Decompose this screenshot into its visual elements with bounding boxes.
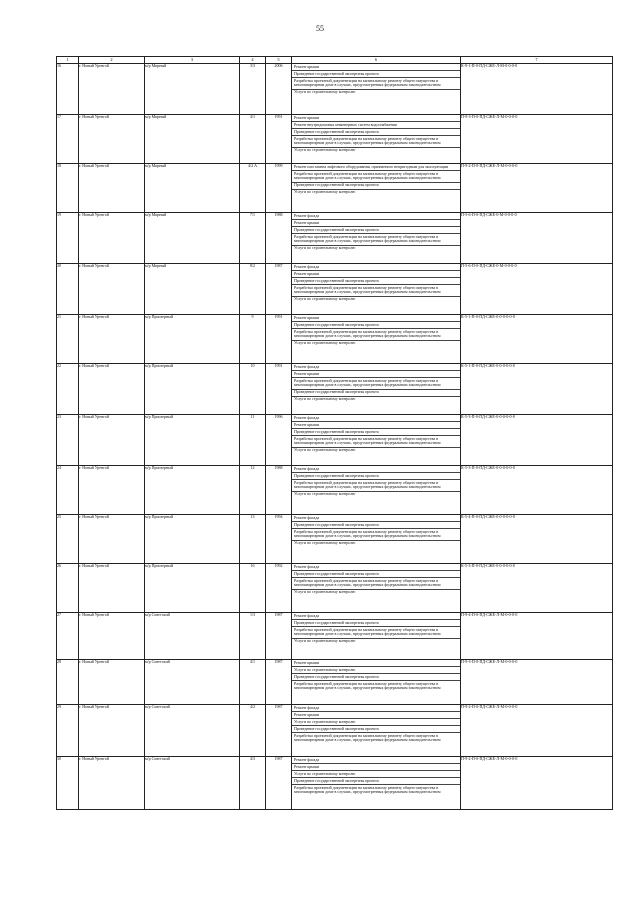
city-cell: г. Новый Уренгой [79,564,145,613]
works-cell [292,315,461,364]
works-cell [292,364,461,415]
work-item: Ремонт крыши [292,315,460,322]
district-cell: м/р Мирный [145,64,240,115]
table-row [57,364,613,415]
works-cell [292,64,461,115]
row-number: 24 [57,466,79,515]
work-item: Разработка проектной документации на капитальному ремонту общего имущества в многоквартирном доме в случаях, предусмотренных федеральным законодательством [292,78,460,90]
work-item: Ремонт фасада [292,415,460,422]
table-row [57,164,613,213]
building-code-cell: К-5-4-П-0-ПД-СЖЕ-0-0-0-0-0-0 [461,515,613,564]
building-code-cell: П-9-2-П-0-ПД-СЖЕ-Л-М-0-0-0-0 [461,164,613,213]
year-cell: 1994 [266,515,292,564]
work-item: Услуги по строительному контролю [294,340,356,346]
building-code-cell: П-9-3-П-0-ПД-СЖЕ-Л-М-0-0-0-0 [461,115,613,164]
work-item: Услуги по строительному контролю [294,245,356,251]
year-cell: 1988 [266,213,292,264]
work-item: Ремонт крыши [292,660,460,667]
row-number: 26 [57,564,79,613]
work-item: Услуги по строительному контролю [294,638,356,644]
work-item: Разработка проектной документации на капитальному ремонту общего имущества в многоквартирном доме в случаях, предусмотренных федеральным законодательством [292,529,460,541]
work-item: Проведение государственной экспертизы проекта [292,227,460,234]
work-item: Разработка проектной документации на капитальному ремонту общего имущества в многоквартирном доме в случаях, предусмотренных федеральным законодательством [292,285,460,297]
works-cell [292,705,461,757]
house-number-cell: 4/2 [240,705,266,757]
year-cell: 1991 [266,364,292,415]
works-cell [292,564,461,613]
district-cell: м/р Приозерный [145,364,240,415]
work-item: Услуги по строительному контролю [294,589,356,595]
table-row [57,315,613,364]
works-cell [292,660,461,705]
work-item: Разработка проектной документации на капитальному ремонту общего имущества в многоквартирном доме в случаях, предусмотренных федеральным законодательством [292,578,460,590]
work-item: Услуги по строительному контролю [294,447,356,453]
work-item: Ремонт крыши [292,422,460,429]
work-item: Разработка проектной документации на капитальному ремонту общего имущества в многоквартирном доме в случаях, предусмотренных федеральным законодательством [294,732,441,743]
district-cell: м/р Приозерный [145,315,240,364]
table-row [57,115,613,164]
building-code-cell: П-9-3-П-0-ПД-СЖЕ-Л-М-0-0-0-0 [461,660,613,705]
row-number: 30 [57,757,79,810]
work-item: Проведение государственной экспертизы проекта [292,322,460,329]
work-item: Услуги по строительному контролю [294,147,356,153]
column-number: 4 [240,57,266,64]
works-cell [292,115,461,164]
house-number-cell: 16 [240,564,266,613]
work-item: Разработка проектной документации на капитальному ремонту общего имущества в многоквартирном доме в случаях, предусмотренных федеральным законодательством [292,329,460,341]
year-cell: 1987 [266,660,292,705]
work-item: Ремонт крыши [292,712,460,719]
work-item: Проведение государственной экспертизы проекта [292,522,460,529]
row-number: 17 [57,115,79,164]
city-cell: г. Новый Уренгой [79,415,145,466]
year-cell: 2006 [266,64,292,115]
building-code-cell: К-5-3-П-0-ПД-СЖЕ-0-0-0-0-0-0 [461,415,613,466]
work-item: Проведение государственной экспертизы проекта [292,571,460,578]
work-item: Ремонт крыши [292,64,460,71]
work-item: Ремонт фасада [292,613,460,620]
work-item: Услуги по строительному контролю [292,719,460,726]
row-number: 18 [57,164,79,213]
work-item: Услуги по строительному контролю [294,491,356,497]
year-cell: 1988 [266,466,292,515]
row-number: 21 [57,315,79,364]
district-cell: м/р Мирный [145,115,240,164]
year-cell: 1992 [266,564,292,613]
year-cell: 1991 [266,115,292,164]
works-cell [292,415,461,466]
year-cell: 1991 [266,315,292,364]
house-number-cell: 1/3 [240,613,266,660]
table-row [57,564,613,613]
work-item: Проведение государственной экспертизы проекта [292,473,460,480]
work-item: Проведение государственной экспертизы проекта [292,726,460,733]
house-number-cell: 10 [240,364,266,415]
column-number: 5 [266,57,292,64]
work-item: Разработка проектной документации на капитальному ремонту общего имущества в многоквартирном доме в случаях, предусмотренных федеральным законодательством [292,378,460,390]
works-cell [292,757,461,810]
works-cell [292,164,461,213]
work-item: Проведение государственной экспертизы проекта [292,71,460,78]
work-item: Ремонт фасада [292,466,460,473]
row-number: 16 [57,64,79,115]
work-item: Проведение государственной экспертизы проекта [292,278,460,285]
table-row [57,415,613,466]
city-cell: г. Новый Уренгой [79,660,145,705]
building-code-cell: П-9-2-П-0-ПД-СЖЕ-Л-М-0-0-0-0 [461,705,613,757]
work-item: Услуги по строительному контролю [294,396,356,402]
house-number-cell: 8/2 [240,264,266,315]
row-number: 19 [57,213,79,264]
year-cell: 1987 [266,264,292,315]
table-row [57,64,613,115]
city-cell: г. Новый Уренгой [79,705,145,757]
table-row [57,466,613,515]
table-body [57,64,613,810]
work-item: Разработка проектной документации на капитальному ремонту общего имущества в многоквартирном доме в случаях, предусмотренных федеральным законодательством [292,480,460,492]
work-item: Ремонт крыши [292,271,460,278]
row-number: 20 [57,264,79,315]
building-code-cell: П-9-4-П-0-ПД-СЖЕ-Л-М-0-0-0-0 [461,613,613,660]
work-item: Услуги по строительному контролю [294,89,356,95]
works-cell [292,264,461,315]
row-number: 25 [57,515,79,564]
work-item: Разработка проектной документации на капитальному ремонту общего имущества в многоквартирном доме в случаях, предусмотренных федеральным законодательством [292,171,460,183]
work-item: Проведение государственной экспертизы проекта [292,183,460,190]
house-number-cell: 7/1 [240,213,266,264]
work-item: Проведение государственной экспертизы проекта [292,429,460,436]
house-number-cell: 4/1 [240,660,266,705]
house-number-cell: 4/2 А [240,164,266,213]
city-cell: г. Новый Уренгой [79,264,145,315]
table-row [57,705,613,757]
district-cell: м/р Советский [145,705,240,757]
house-number-cell: 4/1 [240,115,266,164]
city-cell: г. Новый Уренгой [79,164,145,213]
table-row [57,660,613,705]
capital-repair-table [56,56,613,810]
work-item: Услуги по строительному контролю [294,296,356,302]
work-item: Разработка проектной документации на капитальному ремонту общего имущества в многоквартирном доме в случаях, предусмотренных федеральным законодательством [292,436,460,448]
row-number: 28 [57,660,79,705]
building-code-cell: К-5-1-П-0-ПД-СЖЕ-0-0-0-0-0-0 [461,364,613,415]
row-number: 23 [57,415,79,466]
city-cell: г. Новый Уренгой [79,64,145,115]
table-row [57,757,613,810]
work-item: Проведение государственной экспертизы проекта [292,778,460,785]
column-number: 7 [461,57,613,64]
work-item: Услуги по строительному контролю [292,667,460,674]
district-cell: м/р Приозерный [145,415,240,466]
column-number-row [57,57,613,64]
district-cell: м/р Мирный [145,164,240,213]
work-item: Ремонт фасада [292,213,460,220]
work-item: Ремонт фасада [292,705,460,712]
building-code-cell: К-5-1-П-0-ПД-СЖЕ-0-0-0-0-0-0 [461,315,613,364]
district-cell: м/р Советский [145,613,240,660]
work-item: Ремонт фасада [292,757,460,764]
work-item: Разработка проектной документации на капитальному ремонту общего имущества в многоквартирном доме в случаях, предусмотренных федеральным законодательством [292,136,460,148]
house-number-cell: 12 [240,466,266,515]
year-cell: 1987 [266,705,292,757]
table-row [57,515,613,564]
column-number: 2 [79,57,145,64]
work-item: Ремонт фасада [292,264,460,271]
work-item: Ремонт фасада [292,364,460,371]
building-code-cell: П-5-6-П-0-ПД-СЖЕ-0-М-0-0-0-0 [461,213,613,264]
city-cell: г. Новый Уренгой [79,515,145,564]
house-number-cell: 11 [240,415,266,466]
district-cell: м/р Мирный [145,213,240,264]
row-number: 27 [57,613,79,660]
work-item: Ремонт крыши [292,115,460,122]
column-number: 1 [57,57,79,64]
year-cell: 1996 [266,415,292,466]
work-item: Ремонт фасада [292,515,460,522]
building-code-cell: К-5-3-П-0-ПД-СЖЕ-0-0-0-0-0-0 [461,466,613,515]
column-number: 6 [292,57,461,64]
year-cell: 1999 [266,164,292,213]
page-number: 55 [316,24,324,33]
building-code-cell: П-5-6-П-0-ПД-СЖЕ-0-М-0-0-0-0 [461,264,613,315]
table-row [57,213,613,264]
city-cell: г. Новый Уренгой [79,115,145,164]
work-item: Проведение государственной экспертизы проекта [292,620,460,627]
table-row [57,264,613,315]
work-item: Ремонт внутридомовых инженерных систем водоснабжения [292,122,460,129]
city-cell: г. Новый Уренгой [79,757,145,810]
city-cell: г. Новый Уренгой [79,466,145,515]
district-cell: м/р Советский [145,757,240,810]
building-code-cell: К-9-1-П-0-ПД-СЖЕ-Л-М-0-0-0-0 [461,64,613,115]
year-cell: 1987 [266,757,292,810]
work-item: Проведение государственной экспертизы проекта [292,674,460,681]
district-cell: м/р Мирный [145,264,240,315]
work-item: Услуги по строительному контролю [292,771,460,778]
building-code-cell: К-5-3-П-0-ПД-СЖЕ-0-0-0-0-0-0 [461,564,613,613]
work-item: Проведение государственной экспертизы проекта [292,129,460,136]
works-cell [292,213,461,264]
district-cell: м/р Приозерный [145,564,240,613]
city-cell: г. Новый Уренгой [79,613,145,660]
work-item: Ремонт или замена лифтового оборудования, признанного непригодным для эксплуатации [292,164,460,171]
works-cell [292,613,461,660]
work-item: Ремонт крыши [292,371,460,378]
work-item: Разработка проектной документации на капитальному ремонту общего имущества в многоквартирном доме в случаях, предусмотренных федеральным законодательством [292,234,460,246]
column-number: 3 [145,57,240,64]
work-item: Разработка проектной документации на капитальному ремонту общего имущества в многоквартирном доме в случаях, предусмотренных федеральным законодательством [292,627,460,639]
works-cell [292,515,461,564]
work-item: Ремонт крыши [292,220,460,227]
house-number-cell: 13 [240,515,266,564]
city-cell: г. Новый Уренгой [79,213,145,264]
work-item: Ремонт крыши [292,764,460,771]
row-number: 29 [57,705,79,757]
house-number-cell: 4/3 [240,757,266,810]
work-item: Разработка проектной документации на капитальному ремонту общего имущества в многоквартирном доме в случаях, предусмотренных федеральным законодательством [294,680,441,691]
district-cell: м/р Советский [145,660,240,705]
work-item: Проведение государственной экспертизы проекта [292,390,460,397]
work-item: Ремонт фасада [292,564,460,571]
house-number-cell: 3/3 [240,64,266,115]
district-cell: м/р Приозерный [145,515,240,564]
work-item: Услуги по строительному контролю [294,189,356,195]
work-item: Разработка проектной документации на капитальному ремонту общего имущества в многоквартирном доме в случаях, предусмотренных федеральным законодательством [294,784,441,795]
city-cell: г. Новый Уренгой [79,364,145,415]
year-cell: 1987 [266,613,292,660]
row-number: 22 [57,364,79,415]
city-cell: г. Новый Уренгой [79,315,145,364]
works-cell [292,466,461,515]
table-row [57,613,613,660]
building-code-cell: П-9-2-П-0-ПД-СЖЕ-Л-М-0-0-0-0 [461,757,613,810]
district-cell: м/р Приозерный [145,466,240,515]
house-number-cell: 9 [240,315,266,364]
work-item: Услуги по строительному контролю [294,540,356,546]
